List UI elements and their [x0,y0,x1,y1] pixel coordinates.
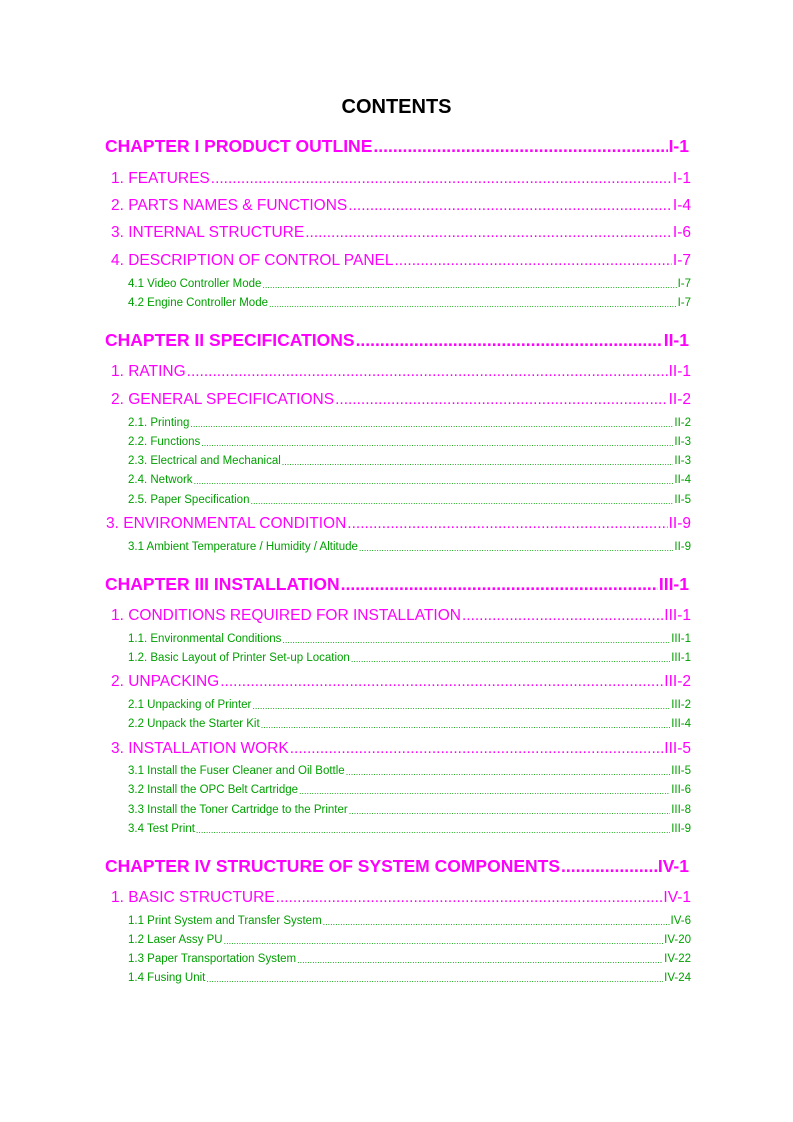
toc-chapter-label: CHAPTER III INSTALLATION [105,574,340,594]
toc-leader-dots [341,574,658,595]
toc-page-number: II-9 [668,515,691,532]
toc-subsection-label: 1.1 Print System and Transfer System [128,915,322,927]
toc-page-number: II-9 [674,541,691,553]
toc-leader-dots [395,252,672,270]
toc-section-label: 1. RATING [111,363,186,380]
toc-subsection-label: 1.3 Paper Transportation System [128,953,297,965]
toc-subsection-label: 2.2. Functions [128,436,201,448]
toc-subsection-label: 3.2 Install the OPC Belt Cartridge [128,784,299,796]
toc-leader-dots [373,136,667,157]
toc-leader-dots [206,974,663,984]
toc-page-number: I-4 [672,197,691,214]
toc-leader-dots [282,635,670,645]
toc-page-number: III-1 [671,633,691,645]
toc-subsection[interactable] [128,801,691,816]
toc-leader-dots [462,607,663,625]
toc-subsection[interactable] [128,715,691,730]
page-title: CONTENTS [341,96,452,118]
toc-leader-dots [297,955,663,965]
toc-section[interactable] [111,738,691,758]
toc-subsection[interactable] [128,414,691,429]
toc-subsection-label: 2.1. Printing [128,417,190,429]
toc-leader-dots [335,391,668,409]
toc-subsection-label: 1.2 Laser Assy PU [128,934,223,946]
toc-section-label: 1. BASIC STRUCTURE [111,889,275,906]
toc-subsection-label: 3.1 Install the Fuser Cleaner and Oil Bottle [128,765,345,777]
toc-page-number: III-1 [671,652,691,664]
toc-subsection-label: 3.4 Test Print [128,823,195,835]
toc-leader-dots [282,457,674,467]
toc-leader-dots [224,936,664,946]
toc-page-number: III-2 [664,673,691,690]
toc-leader-dots [250,496,673,506]
toc-leader-dots [276,889,663,907]
toc-chapter-label: CHAPTER II SPECIFICATIONS [105,330,355,350]
toc-section-label: 3. INSTALLATION WORK [111,740,289,757]
toc-chapter[interactable] [105,135,689,157]
toc-chapter[interactable] [105,329,689,351]
toc-leader-dots [290,740,664,758]
toc-page-number: II-4 [674,474,691,486]
toc-page-number: IV-6 [670,915,691,927]
toc-page-number: III-1 [664,607,691,624]
toc-subsection-label: 2.4. Network [128,474,193,486]
toc-page-number: I-1 [672,170,691,187]
toc-subsection[interactable] [128,931,691,946]
toc-leader-dots [211,170,672,188]
toc-leader-dots [359,543,673,553]
toc-page-number: III-1 [658,574,689,594]
toc-page-number: III-2 [671,699,691,711]
toc-subsection-label: 2.1 Unpacking of Printer [128,699,252,711]
toc-leader-dots [561,856,657,877]
toc-leader-dots [305,224,672,242]
toc-leader-dots [346,767,670,777]
toc-page-number: II-1 [668,363,691,380]
toc-leader-dots [262,280,676,290]
toc-chapter[interactable] [105,855,689,877]
toc-page-number: I-1 [668,136,689,156]
toc-subsection[interactable] [128,538,691,553]
toc-subsection[interactable] [128,452,691,467]
toc-subsection[interactable] [128,950,691,965]
toc-subsection-label: 1.1. Environmental Conditions [128,633,282,645]
toc-subsection[interactable] [128,649,691,664]
toc-page-number: IV-20 [664,934,691,946]
toc-leader-dots [347,515,667,533]
toc-section[interactable] [111,222,691,242]
toc-subsection[interactable] [128,491,691,506]
toc-subsection[interactable] [128,820,691,835]
toc-subsection-label: 3.1 Ambient Temperature / Humidity / Altitude [128,541,358,553]
toc-leader-dots [323,917,670,927]
toc-leader-dots [299,786,670,796]
toc-subsection[interactable] [128,912,691,927]
toc-page-number: II-1 [663,330,689,350]
toc-page-number: IV-1 [663,889,691,906]
toc-leader-dots [269,299,677,309]
toc-leader-dots [351,654,670,664]
toc-subsection-label: 4.2 Engine Controller Mode [128,297,268,309]
toc-section-label: 2. UNPACKING [111,673,220,690]
toc-page-number: III-5 [671,765,691,777]
toc-section[interactable] [111,250,691,270]
toc-subsection-label: 4.1 Video Controller Mode [128,278,262,290]
toc-section-label: 2. PARTS NAMES & FUNCTIONS [111,197,348,214]
toc-section[interactable] [111,887,691,907]
toc-page-number: IV-1 [657,856,689,876]
toc-page-number: III-6 [671,784,691,796]
toc-leader-dots [220,673,663,691]
toc-subsection[interactable] [128,471,691,486]
toc-page-number: III-9 [671,823,691,835]
toc-page-number: III-8 [671,804,691,816]
toc-section[interactable] [111,389,691,409]
toc-subsection-label: 1.4 Fusing Unit [128,972,206,984]
toc-section-label: 1. CONDITIONS REQUIRED FOR INSTALLATION [111,607,461,624]
toc-section[interactable] [111,605,691,625]
toc-subsection[interactable] [128,969,691,984]
toc-subsection-label: 3.3 Install the Toner Cartridge to the Printer [128,804,348,816]
toc-section[interactable] [106,513,691,533]
toc-subsection-label: 2.2 Unpack the Starter Kit [128,718,260,730]
toc-page-number: IV-24 [664,972,691,984]
toc-section[interactable] [111,361,691,381]
toc-leader-dots [201,438,673,448]
toc-leader-dots [196,825,670,835]
toc-page-number: II-2 [674,417,691,429]
toc-section-label: 3. INTERNAL STRUCTURE [111,224,305,241]
toc-subsection[interactable] [128,433,691,448]
toc-subsection-label: 2.5. Paper Specification [128,494,250,506]
toc-subsection[interactable] [128,762,691,777]
toc-section-label: 1. FEATURES [111,170,210,187]
toc-page-number: I-7 [672,252,691,269]
toc-leader-dots [194,476,674,486]
toc-subsection-label: 1.2. Basic Layout of Printer Set-up Location [128,652,350,664]
toc-chapter[interactable] [105,573,689,595]
toc-chapter-label: CHAPTER I PRODUCT OUTLINE [105,136,373,156]
toc-leader-dots [356,330,663,351]
toc-section[interactable] [111,168,691,188]
toc-subsection[interactable] [128,781,691,796]
toc-section-label: 3. ENVIRONMENTAL CONDITION [106,515,347,532]
toc-section-label: 4. DESCRIPTION OF CONTROL PANEL [111,252,394,269]
toc-leader-dots [187,363,668,381]
toc-leader-dots [348,197,672,215]
toc-page-number: III-5 [664,740,691,757]
toc-subsection-label: 2.3. Electrical and Mechanical [128,455,281,467]
toc-leader-dots [252,701,670,711]
toc-page-number: II-5 [674,494,691,506]
toc-leader-dots [261,720,671,730]
toc-section[interactable] [111,671,691,691]
toc-page-number: IV-22 [664,953,691,965]
toc-subsection[interactable] [128,630,691,645]
toc-page-number: I-6 [672,224,691,241]
toc-subsection[interactable] [128,696,691,711]
toc-chapter-label: CHAPTER IV STRUCTURE OF SYSTEM COMPONENTS [105,856,561,876]
toc-section[interactable] [111,195,691,215]
toc-leader-dots [349,806,671,816]
toc-page-number: I-7 [677,297,691,309]
toc-subsection[interactable] [128,294,691,309]
toc-subsection[interactable] [128,275,691,290]
toc-section-label: 2. GENERAL SPECIFICATIONS [111,391,335,408]
toc-page-number: I-7 [677,278,691,290]
toc-leader-dots [190,419,673,429]
toc-page-number: III-4 [671,718,691,730]
toc-page-number: II-3 [674,455,691,467]
toc-page-number: II-3 [674,436,691,448]
toc-page-number: II-2 [668,391,691,408]
